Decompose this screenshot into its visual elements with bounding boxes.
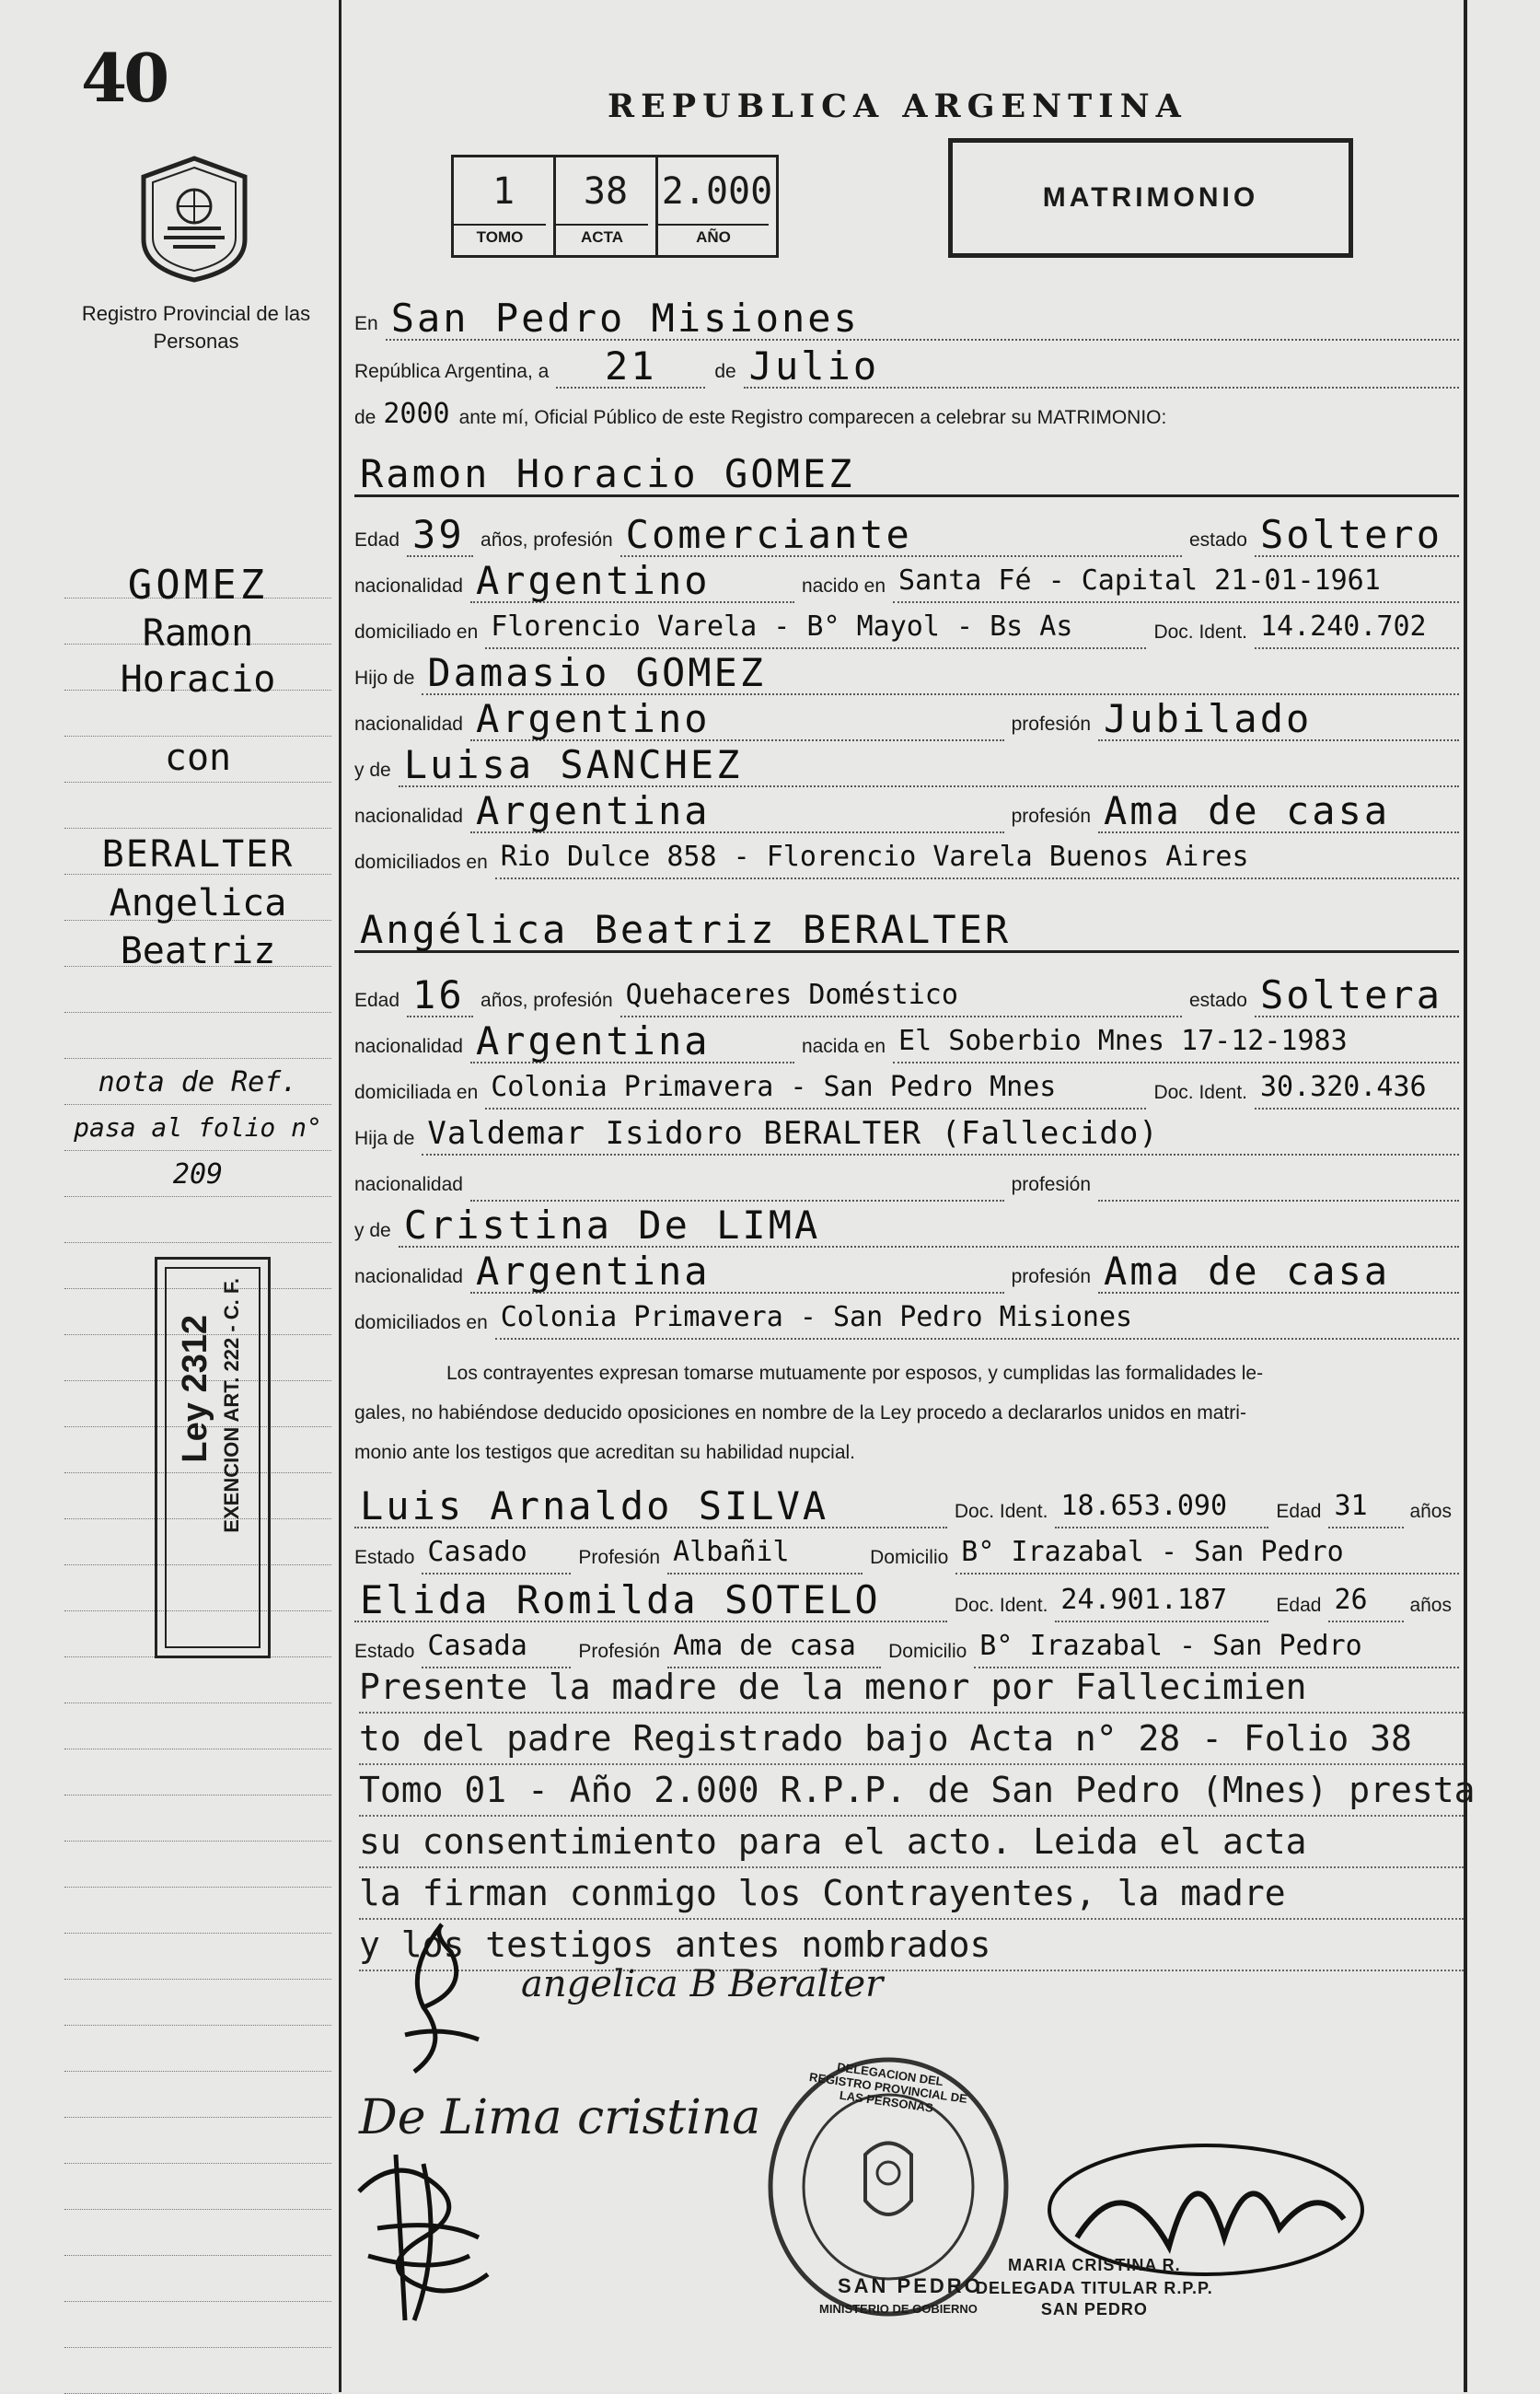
witness1-doc: 18.653.090: [1055, 1486, 1268, 1528]
bride-mother-nac: Argentina: [470, 1251, 1004, 1294]
witness2-doc: 24.901.187: [1055, 1580, 1268, 1622]
groom-dom-label: domiciliado en: [354, 622, 479, 643]
bride-nac-label: nacionalidad: [354, 1036, 463, 1057]
groom-profesion-label: años, profesión: [481, 529, 613, 551]
groom-dom-row: [354, 603, 1459, 649]
provincial-seal-icon: [136, 155, 252, 284]
bride-estado-label: estado: [1188, 990, 1247, 1011]
witness1-name: Luis Arnaldo SILVA: [354, 1486, 947, 1528]
groom-mother-prof-label: profesión: [1011, 806, 1091, 827]
note-line-5: la firman conmigo los Contrayentes, la madre: [359, 1868, 1464, 1920]
groom-mother-nac-label: nacionalidad: [354, 806, 463, 827]
margin-bride-name1: Angelica: [109, 882, 287, 924]
witness1-profesion: Albañil: [667, 1532, 863, 1575]
margin-note-line3: 209: [172, 1158, 224, 1191]
witness1-edad: 31: [1328, 1486, 1404, 1528]
bride-doc-label: Doc. Ident.: [1153, 1082, 1247, 1103]
bride-nacida: El Soberbio Mnes 17-12-1983: [893, 1021, 1459, 1063]
groom-father: Damasio GOMEZ: [422, 653, 1459, 695]
groom-hijo-label: Hijo de: [354, 668, 415, 689]
year-row: [354, 389, 1459, 435]
officer-office: SAN PEDRO: [1040, 2300, 1148, 2318]
groom-estado: Soltero: [1255, 515, 1459, 557]
bride-domicilio: Colonia Primavera - San Pedro Mnes: [485, 1067, 1146, 1110]
groom-doc-label: Doc. Ident.: [1153, 622, 1247, 643]
groom-mother-nac-row: [354, 787, 1459, 833]
groom-edad-label: Edad: [354, 529, 400, 551]
witness2-dom-label: Domicilio: [888, 1641, 967, 1662]
bride-mother-prof: Ama de casa: [1098, 1251, 1459, 1294]
reference-box: [451, 155, 779, 258]
witness1-detail-row: [354, 1528, 1459, 1575]
statement-text: ante mí, Oficial Público de este Registro comparecen a celebrar su MATRIMONIO:: [458, 407, 1167, 428]
margin-note-line1: nota de Ref.: [98, 1066, 298, 1098]
stamp-ring-text: DELEGACION DEL REGISTRO PROVINCIAL DE LAS PERSONAS: [808, 2060, 968, 2115]
note-line-2: to del padre Registrado bajo Acta n° 28 - Folio 38: [359, 1714, 1464, 1765]
witness1-doc-label: Doc. Ident.: [954, 1501, 1048, 1522]
registry-label: Registro Provincial de las Personas: [81, 302, 311, 353]
margin-groom-name2: Horacio: [120, 658, 276, 701]
groom-father-prof-label: profesión: [1011, 714, 1091, 735]
officer-name: MARIA CRISTINA R.: [1008, 2256, 1181, 2274]
margin-note-line2: pasa al folio n°: [74, 1112, 322, 1143]
acta-value: 38: [583, 170, 629, 213]
officer-role: DELEGADA TITULAR R.P.P.: [976, 2279, 1213, 2297]
declaration-line-1: Los contrayentes expresan tomarse mutuamente por esposos, y cumplidas las formalidades le-: [446, 1363, 1264, 1384]
margin-bride-surname: BERALTER: [101, 833, 295, 876]
groom-father-nac: Argentino: [470, 699, 1004, 741]
bride-edad-label: Edad: [354, 990, 400, 1011]
note-line-1: Presente la madre de la menor por Fallecimien: [359, 1662, 1464, 1714]
groom-domicilio: Florencio Varela - B° Mayol - Bs As: [485, 607, 1146, 649]
witness2-estado-label: Estado: [354, 1641, 415, 1662]
witness2-anos-label: años: [1409, 1595, 1452, 1616]
bride-nacida-label: nacida en: [801, 1036, 886, 1057]
bride-father-nac-row: [354, 1156, 1459, 1202]
declaration-paragraph: [354, 1354, 1459, 1472]
witness2-name-row: [354, 1576, 1459, 1622]
bride-estado: Soltera: [1255, 975, 1459, 1017]
witness1-estado: Casado: [422, 1532, 571, 1575]
bride-nac-row: [354, 1017, 1459, 1063]
groom-mother-row: [354, 741, 1459, 787]
declaration-line-2: gales, no habiéndose deducido oposiciones en nombre de la Ley procedo a declararlos unidos en matri-: [354, 1402, 1246, 1424]
groom-father-prof: Jubilado: [1098, 699, 1459, 741]
groom-father-row: [354, 649, 1459, 695]
groom-mother-prof: Ama de casa: [1098, 791, 1459, 833]
tax-exemption-stamp: [155, 1257, 271, 1658]
bride-nacionalidad: Argentina: [470, 1021, 794, 1063]
margin-groom-name1: Ramon: [142, 612, 254, 655]
bride-yde-label: y de: [354, 1220, 391, 1241]
witness1-prof-label: Profesión: [578, 1547, 661, 1568]
bride-mother-nac-label: nacionalidad: [354, 1266, 463, 1287]
groom-nac-label: nacionalidad: [354, 575, 463, 597]
groom-profesion: Comerciante: [620, 515, 1182, 557]
witness2-edad-label: Edad: [1276, 1595, 1322, 1616]
groom-edad: 39: [407, 515, 473, 557]
groom-parents-dom-row: [354, 833, 1459, 879]
bride-father: Valdemar Isidoro BERALTER (Fallecido): [422, 1113, 1459, 1156]
margin-line-left: [339, 0, 342, 2392]
year-value: 2000: [383, 398, 450, 430]
groom-estado-label: estado: [1188, 529, 1247, 551]
bride-father-row: [354, 1110, 1459, 1156]
groom-father-nac-row: [354, 695, 1459, 741]
margin-bride-name2: Beatriz: [120, 930, 276, 972]
bride-dom-row: [354, 1063, 1459, 1110]
bride-father-nac-label: nacionalidad: [354, 1174, 463, 1195]
bride-name-row: [354, 907, 1459, 953]
month-value: Julio: [744, 346, 1459, 389]
acta-cell: [556, 157, 658, 255]
margin-connector: con: [164, 737, 232, 779]
stamp-ring-bottom: MINISTERIO DE GOBIERNO: [819, 2302, 978, 2316]
witness2-doc-label: Doc. Ident.: [954, 1595, 1048, 1616]
law-stamp-line2: EXENCION ART. 222 - C. F.: [220, 1278, 243, 1533]
witness2-name: Elida Romilda SOTELO: [354, 1580, 947, 1622]
handwritten-notes: [359, 1662, 1476, 1971]
bride-mother-prof-label: profesión: [1011, 1266, 1091, 1287]
witness1-anos-label: años: [1409, 1501, 1452, 1522]
acta-label: ACTA: [556, 224, 648, 255]
groom-yde-label: y de: [354, 760, 391, 781]
groom-signature-scribble: [387, 1915, 497, 2081]
groom-father-nac-label: nacionalidad: [354, 714, 463, 735]
note-line-6: y los testigos antes nombrados: [359, 1920, 1464, 1971]
witness1-edad-label: Edad: [1276, 1501, 1322, 1522]
groom-doc: 14.240.702: [1255, 607, 1459, 649]
republica-label: República Argentina, a: [354, 361, 550, 382]
witness2-prof-label: Profesión: [578, 1641, 661, 1662]
bride-profesion-label: años, profesión: [481, 990, 613, 1011]
witness1-name-row: [354, 1482, 1459, 1528]
groom-parents-dom: Rio Dulce 858 - Florencio Varela Buenos Aires: [495, 837, 1459, 879]
margin-groom-surname: GOMEZ: [127, 562, 269, 609]
witness1-domicilio: B° Irazabal - San Pedro: [955, 1532, 1459, 1575]
witness1-estado-label: Estado: [354, 1547, 415, 1568]
ano-cell: [658, 157, 776, 255]
groom-nacido-label: nacido en: [801, 575, 886, 597]
place-row: [354, 295, 1459, 341]
bride-father-prof-label: profesión: [1011, 1174, 1091, 1195]
groom-name-row: [354, 451, 1459, 497]
bride-edad: 16: [407, 975, 473, 1017]
law-stamp-line1: Ley 2312: [176, 1315, 214, 1463]
bride-parents-dom: Colonia Primavera - San Pedro Misiones: [495, 1297, 1459, 1340]
groom-nacido: Santa Fé - Capital 21-01-1961: [893, 561, 1459, 603]
date-row: [354, 343, 1459, 389]
stamp-center-text: SAN PEDRO: [838, 2274, 983, 2297]
bride-mother: Cristina De LIMA: [399, 1205, 1459, 1248]
ano-value: 2.000: [661, 170, 773, 213]
declaration-line-3: monio ante los testigos que acreditan su habilidad nupcial.: [354, 1442, 856, 1463]
groom-nac-row: [354, 557, 1459, 603]
bride-dom-label: domiciliada en: [354, 1082, 479, 1103]
document-type-box: MATRIMONIO: [948, 138, 1353, 258]
note-line-4: su consentimiento para el acto. Leida el acta: [359, 1817, 1464, 1868]
groom-parents-dom-label: domiciliados en: [354, 852, 488, 873]
en-label: En: [354, 313, 378, 334]
bride-parents-dom-label: domiciliados en: [354, 1312, 488, 1333]
bride-signature: angelica B Beralter: [521, 1963, 884, 2005]
bride-doc: 30.320.436: [1255, 1067, 1459, 1110]
note-line-3: Tomo 01 - Año 2.000 R.P.P. de San Pedro (Mnes) presta: [359, 1765, 1464, 1817]
groom-mother: Luisa SANCHEZ: [399, 745, 1459, 787]
tomo-value: 1: [492, 170, 515, 213]
bride-mother-nac-row: [354, 1248, 1459, 1294]
bride-hija-label: Hija de: [354, 1128, 415, 1149]
bride-mother-row: [354, 1202, 1459, 1248]
document-title: REPUBLICA ARGENTINA: [608, 87, 1187, 125]
page-number: 40: [81, 39, 167, 117]
mother-signature: De Lima cristina: [359, 2090, 761, 2145]
de-label: de: [714, 361, 736, 382]
witness-signatures-scribble: [341, 2136, 506, 2330]
day-value: 21: [556, 346, 705, 389]
witness2-domicilio: B° Irazabal - San Pedro: [974, 1626, 1459, 1668]
tomo-label: TOMO: [454, 224, 546, 255]
bride-age-row: [354, 971, 1459, 1017]
margin-line-right: [1464, 0, 1467, 2392]
witness2-estado: Casada: [422, 1626, 571, 1668]
groom-mother-nac: Argentina: [470, 791, 1004, 833]
bride-profesion: Quehaceres Doméstico: [620, 975, 1182, 1017]
witness2-profesion: Ama de casa: [667, 1626, 881, 1668]
groom-full-name: Ramon Horacio GOMEZ: [354, 454, 1459, 497]
bride-parents-dom-row: [354, 1294, 1459, 1340]
officer-block: [976, 2256, 1213, 2319]
groom-age-row: [354, 511, 1459, 557]
bride-full-name: Angélica Beatriz BERALTER: [354, 910, 1459, 953]
tomo-cell: [454, 157, 556, 255]
groom-nacionalidad: Argentino: [470, 561, 794, 603]
de-label-year: de: [354, 407, 376, 428]
place-value: San Pedro Misiones: [386, 298, 1459, 341]
ano-label: AÑO: [658, 224, 769, 255]
witness1-dom-label: Domicilio: [870, 1547, 949, 1568]
witness2-edad: 26: [1328, 1580, 1404, 1622]
